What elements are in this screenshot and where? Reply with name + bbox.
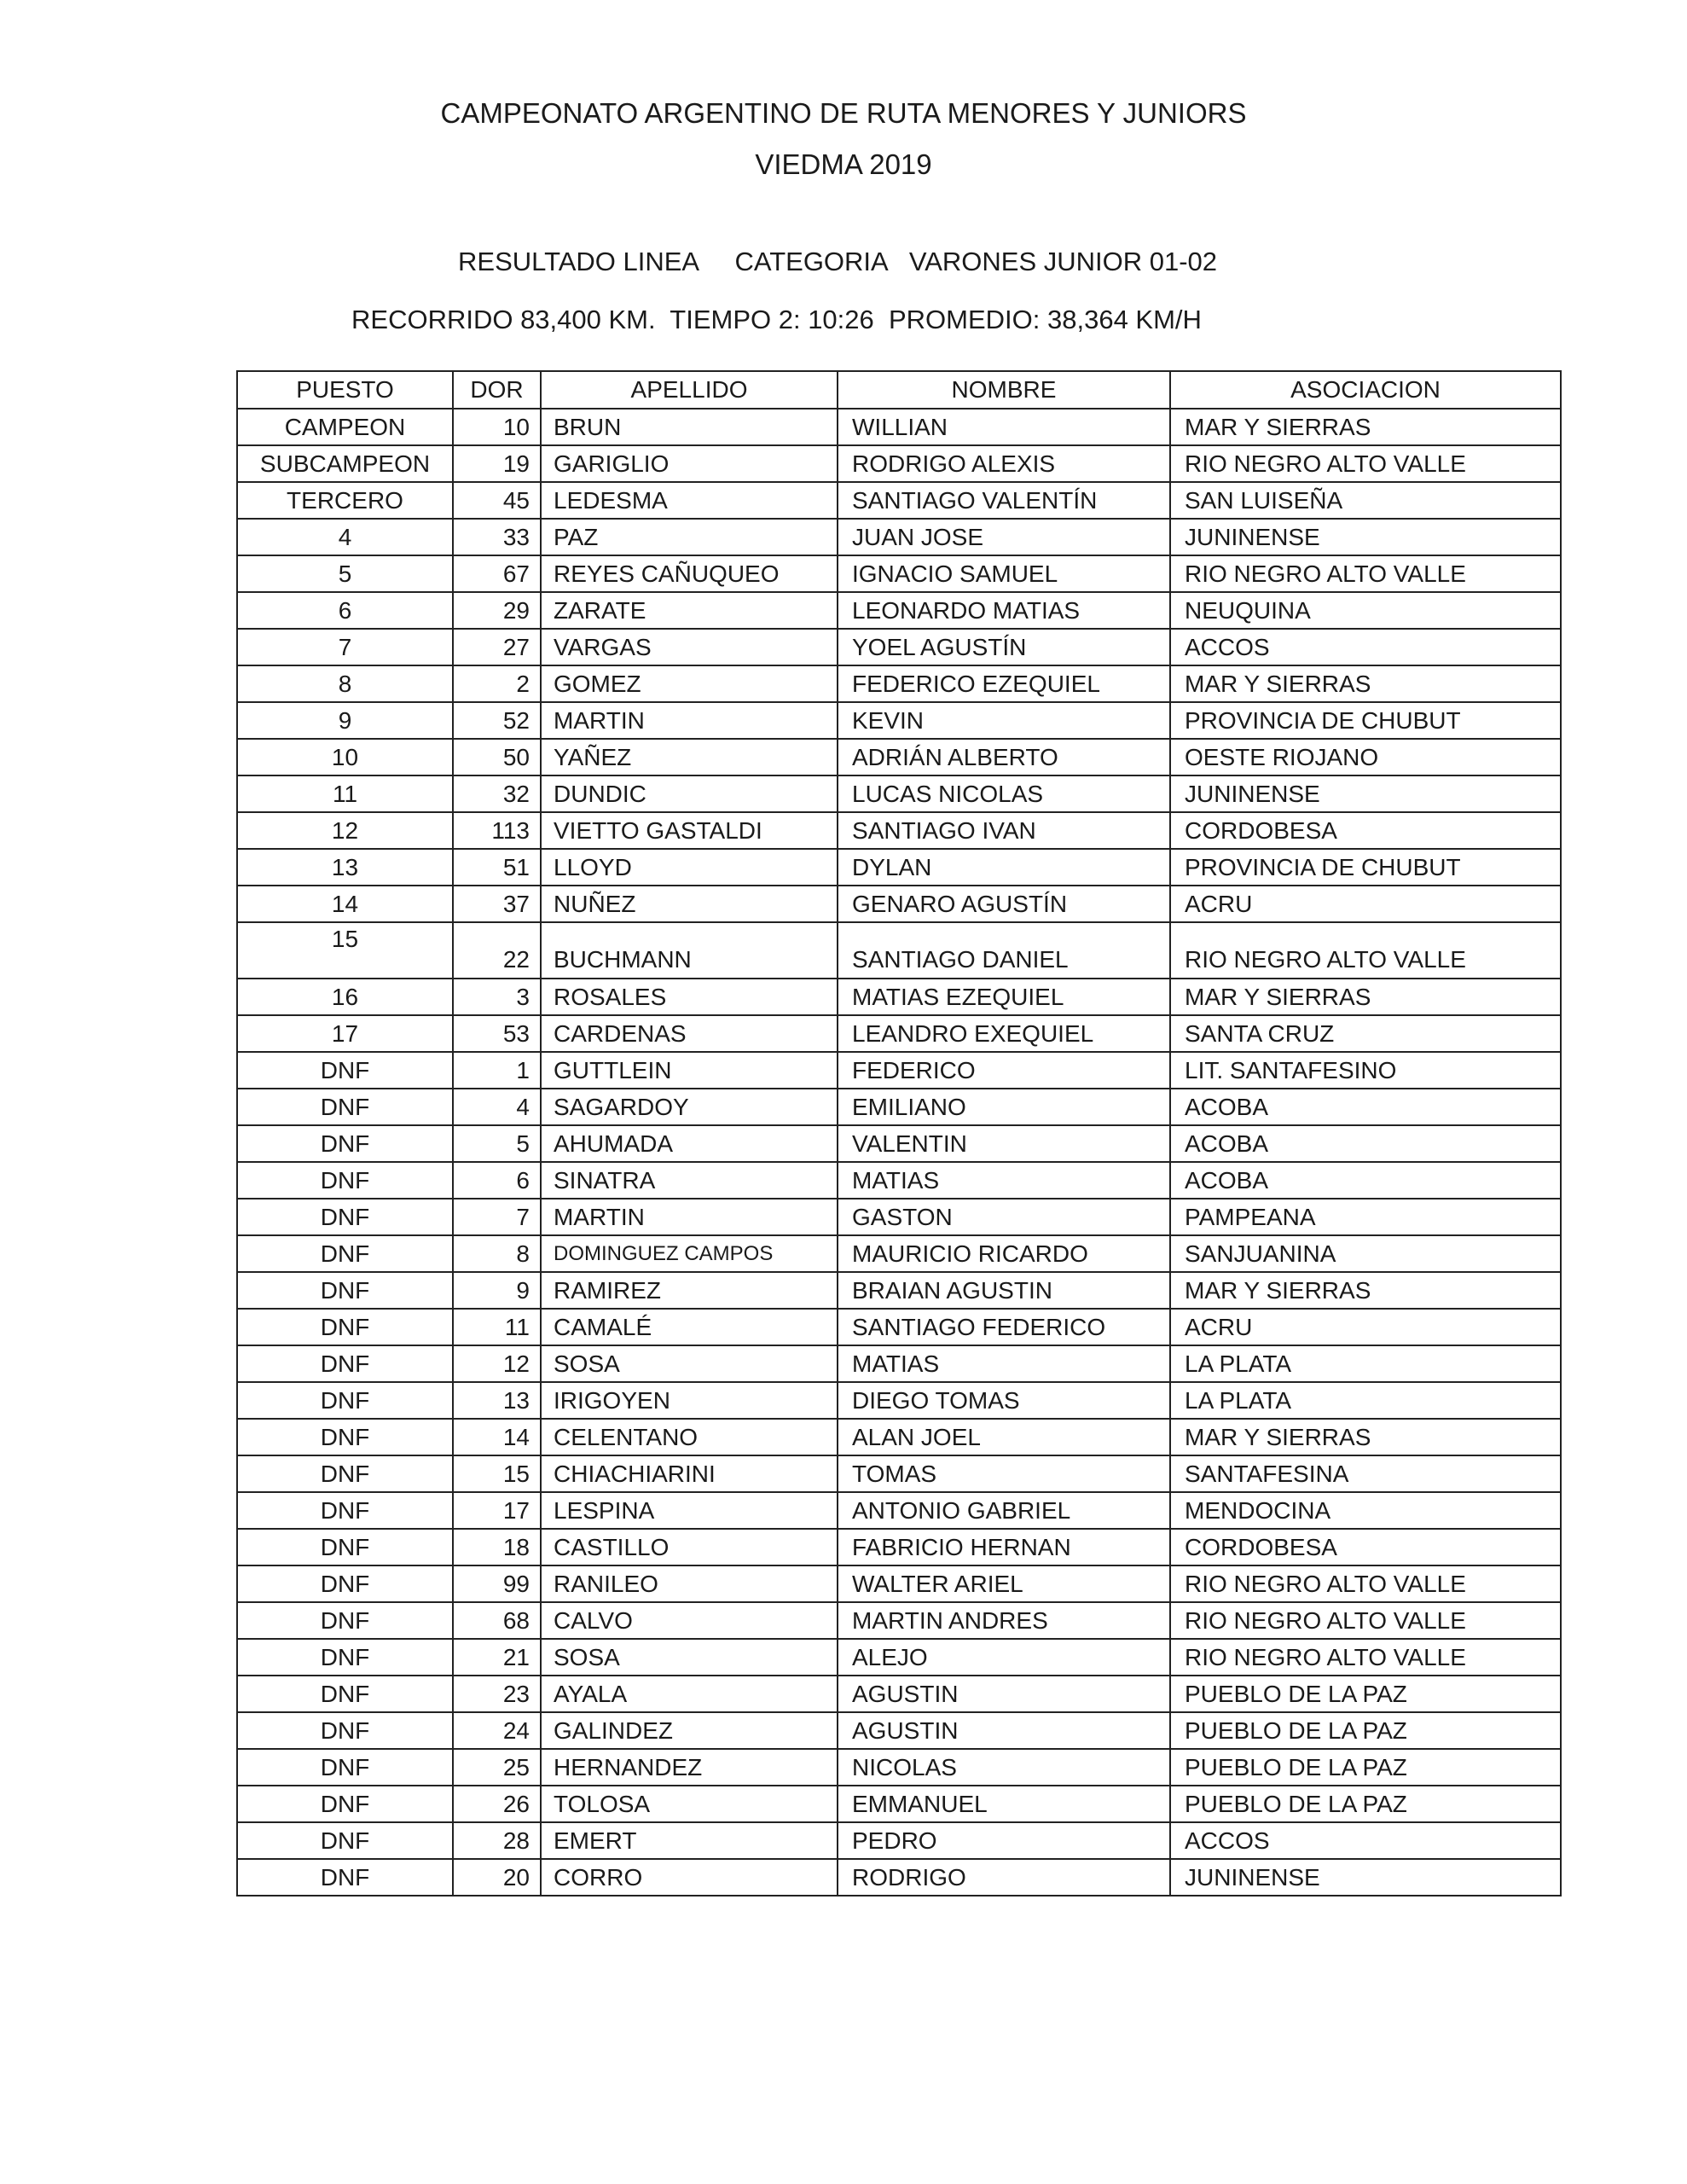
cell-puesto: DNF bbox=[237, 1455, 453, 1492]
cell-puesto: 4 bbox=[237, 519, 453, 555]
table-row bbox=[237, 1492, 1561, 1529]
cell-dor: 2 bbox=[453, 665, 541, 702]
cell-puesto: 5 bbox=[237, 555, 453, 592]
cell-puesto: 7 bbox=[237, 629, 453, 665]
cell-asociacion: SANTA CRUZ bbox=[1170, 1015, 1561, 1052]
cell-puesto: DNF bbox=[237, 1125, 453, 1162]
cell-apellido: CASTILLO bbox=[541, 1529, 838, 1565]
cell-dor: 27 bbox=[453, 629, 541, 665]
cell-asociacion: PAMPEANA bbox=[1170, 1199, 1561, 1235]
cell-nombre: RODRIGO ALEXIS bbox=[838, 445, 1170, 482]
cell-dor: 29 bbox=[453, 592, 541, 629]
cell-puesto: DNF bbox=[237, 1309, 453, 1345]
cell-puesto: DNF bbox=[237, 1199, 453, 1235]
table-row bbox=[237, 1015, 1561, 1052]
cell-dor: 21 bbox=[453, 1639, 541, 1676]
cell-nombre: SANTIAGO VALENTÍN bbox=[838, 482, 1170, 519]
cell-dor: 33 bbox=[453, 519, 541, 555]
table-row bbox=[237, 592, 1561, 629]
table-row bbox=[237, 922, 1561, 979]
table-row bbox=[237, 1199, 1561, 1235]
result-category-line: RESULTADO LINEA CATEGORIA VARONES JUNIOR 01-02 bbox=[458, 247, 1218, 276]
cell-dor: 19 bbox=[453, 445, 541, 482]
cell-dor: 32 bbox=[453, 775, 541, 812]
cell-asociacion: SAN LUISEÑA bbox=[1170, 482, 1561, 519]
cell-asociacion: RIO NEGRO ALTO VALLE bbox=[1170, 555, 1561, 592]
table-row bbox=[237, 979, 1561, 1015]
cell-apellido: EMERT bbox=[541, 1822, 838, 1859]
cell-nombre: SANTIAGO IVAN bbox=[838, 812, 1170, 849]
cell-dor: 7 bbox=[453, 1199, 541, 1235]
table-row bbox=[237, 1639, 1561, 1676]
cell-nombre: TOMAS bbox=[838, 1455, 1170, 1492]
cell-apellido: AHUMADA bbox=[541, 1125, 838, 1162]
cell-asociacion: LA PLATA bbox=[1170, 1382, 1561, 1419]
cell-apellido: GUTTLEIN bbox=[541, 1052, 838, 1089]
cell-apellido: LEDESMA bbox=[541, 482, 838, 519]
cell-puesto: TERCERO bbox=[237, 482, 453, 519]
cell-nombre: DYLAN bbox=[838, 849, 1170, 886]
cell-dor: 23 bbox=[453, 1676, 541, 1712]
table-row bbox=[237, 1859, 1561, 1896]
cell-nombre: VALENTIN bbox=[838, 1125, 1170, 1162]
cell-puesto: SUBCAMPEON bbox=[237, 445, 453, 482]
table-row bbox=[237, 1822, 1561, 1859]
cell-asociacion: PROVINCIA DE CHUBUT bbox=[1170, 849, 1561, 886]
cell-puesto: DNF bbox=[237, 1822, 453, 1859]
table-row bbox=[237, 1382, 1561, 1419]
cell-dor: 53 bbox=[453, 1015, 541, 1052]
cell-asociacion: MAR Y SIERRAS bbox=[1170, 1419, 1561, 1455]
cell-nombre: MATIAS bbox=[838, 1345, 1170, 1382]
cell-apellido: VIETTO GASTALDI bbox=[541, 812, 838, 849]
table-row bbox=[237, 1419, 1561, 1455]
cell-nombre: FABRICIO HERNAN bbox=[838, 1529, 1170, 1565]
cell-asociacion: JUNINENSE bbox=[1170, 519, 1561, 555]
cell-puesto: 16 bbox=[237, 979, 453, 1015]
cell-dor: 113 bbox=[453, 812, 541, 849]
cell-asociacion: RIO NEGRO ALTO VALLE bbox=[1170, 1639, 1561, 1676]
cell-puesto: DNF bbox=[237, 1529, 453, 1565]
cell-puesto: 13 bbox=[237, 849, 453, 886]
cell-apellido: BUCHMANN bbox=[541, 922, 838, 979]
cell-asociacion: LA PLATA bbox=[1170, 1345, 1561, 1382]
table-row bbox=[237, 1309, 1561, 1345]
header-cell-dor: DOR bbox=[453, 371, 541, 409]
cell-apellido: LLOYD bbox=[541, 849, 838, 886]
cell-puesto: DNF bbox=[237, 1565, 453, 1602]
table-row bbox=[237, 1712, 1561, 1749]
table-row bbox=[237, 482, 1561, 519]
cell-apellido: ROSALES bbox=[541, 979, 838, 1015]
cell-dor: 13 bbox=[453, 1382, 541, 1419]
cell-dor: 5 bbox=[453, 1125, 541, 1162]
cell-puesto: DNF bbox=[237, 1492, 453, 1529]
cell-apellido: DOMINGUEZ CAMPOS bbox=[541, 1235, 838, 1272]
cell-dor: 22 bbox=[453, 922, 541, 979]
header-cell-apellido: APELLIDO bbox=[541, 371, 838, 409]
page-title: CAMPEONATO ARGENTINO DE RUTA MENORES Y JUNIORS bbox=[440, 97, 1247, 129]
cell-puesto: 6 bbox=[237, 592, 453, 629]
cell-asociacion: PUEBLO DE LA PAZ bbox=[1170, 1712, 1561, 1749]
cell-puesto: DNF bbox=[237, 1272, 453, 1309]
cell-nombre: SANTIAGO DANIEL bbox=[838, 922, 1170, 979]
cell-dor: 4 bbox=[453, 1089, 541, 1125]
cell-puesto: 10 bbox=[237, 739, 453, 775]
cell-apellido: CHIACHIARINI bbox=[541, 1455, 838, 1492]
cell-asociacion: RIO NEGRO ALTO VALLE bbox=[1170, 1602, 1561, 1639]
cell-nombre: LUCAS NICOLAS bbox=[838, 775, 1170, 812]
cell-dor: 52 bbox=[453, 702, 541, 739]
table-row bbox=[237, 665, 1561, 702]
cell-asociacion: MAR Y SIERRAS bbox=[1170, 409, 1561, 445]
cell-asociacion: JUNINENSE bbox=[1170, 1859, 1561, 1896]
table-row bbox=[237, 1676, 1561, 1712]
table-row bbox=[237, 1052, 1561, 1089]
cell-dor: 14 bbox=[453, 1419, 541, 1455]
cell-apellido: RANILEO bbox=[541, 1565, 838, 1602]
cell-dor: 45 bbox=[453, 482, 541, 519]
results-table bbox=[236, 370, 1562, 1896]
cell-asociacion: ACRU bbox=[1170, 1309, 1561, 1345]
cell-apellido: SINATRA bbox=[541, 1162, 838, 1199]
table-row bbox=[237, 739, 1561, 775]
page-subtitle-location: VIEDMA 2019 bbox=[755, 148, 932, 180]
cell-asociacion: PUEBLO DE LA PAZ bbox=[1170, 1786, 1561, 1822]
table-row bbox=[237, 1529, 1561, 1565]
table-row bbox=[237, 1749, 1561, 1786]
cell-asociacion: RIO NEGRO ALTO VALLE bbox=[1170, 1565, 1561, 1602]
cell-apellido: GALINDEZ bbox=[541, 1712, 838, 1749]
cell-nombre: ADRIÁN ALBERTO bbox=[838, 739, 1170, 775]
cell-nombre: MARTIN ANDRES bbox=[838, 1602, 1170, 1639]
cell-nombre: WALTER ARIEL bbox=[838, 1565, 1170, 1602]
cell-asociacion: MENDOCINA bbox=[1170, 1492, 1561, 1529]
cell-nombre: NICOLAS bbox=[838, 1749, 1170, 1786]
cell-apellido: YAÑEZ bbox=[541, 739, 838, 775]
cell-nombre: AGUSTIN bbox=[838, 1712, 1170, 1749]
cell-puesto: 9 bbox=[237, 702, 453, 739]
cell-puesto: DNF bbox=[237, 1859, 453, 1896]
header-cell-asociacion: ASOCIACION bbox=[1170, 371, 1561, 409]
cell-nombre: BRAIAN AGUSTIN bbox=[838, 1272, 1170, 1309]
cell-nombre: PEDRO bbox=[838, 1822, 1170, 1859]
cell-dor: 37 bbox=[453, 886, 541, 922]
table-row bbox=[237, 629, 1561, 665]
cell-puesto: DNF bbox=[237, 1162, 453, 1199]
cell-asociacion: ACOBA bbox=[1170, 1162, 1561, 1199]
cell-puesto: DNF bbox=[237, 1052, 453, 1089]
cell-puesto: CAMPEON bbox=[237, 409, 453, 445]
cell-nombre: IGNACIO SAMUEL bbox=[838, 555, 1170, 592]
table-row bbox=[237, 409, 1561, 445]
cell-dor: 28 bbox=[453, 1822, 541, 1859]
cell-nombre: EMILIANO bbox=[838, 1089, 1170, 1125]
cell-asociacion: RIO NEGRO ALTO VALLE bbox=[1170, 922, 1561, 979]
cell-dor: 8 bbox=[453, 1235, 541, 1272]
cell-nombre: JUAN JOSE bbox=[838, 519, 1170, 555]
cell-apellido: MARTIN bbox=[541, 702, 838, 739]
race-info-line: RECORRIDO 83,400 KM. TIEMPO 2: 10:26 PROMEDIO: 38,364 KM/H bbox=[351, 305, 1202, 334]
cell-puesto: DNF bbox=[237, 1235, 453, 1272]
cell-nombre: GASTON bbox=[838, 1199, 1170, 1235]
cell-nombre: DIEGO TOMAS bbox=[838, 1382, 1170, 1419]
cell-dor: 50 bbox=[453, 739, 541, 775]
cell-dor: 51 bbox=[453, 849, 541, 886]
cell-apellido: RAMIREZ bbox=[541, 1272, 838, 1309]
cell-nombre: GENARO AGUSTÍN bbox=[838, 886, 1170, 922]
cell-apellido: CARDENAS bbox=[541, 1015, 838, 1052]
cell-asociacion: LIT. SANTAFESINO bbox=[1170, 1052, 1561, 1089]
cell-puesto: DNF bbox=[237, 1419, 453, 1455]
cell-asociacion: MAR Y SIERRAS bbox=[1170, 665, 1561, 702]
table-row bbox=[237, 886, 1561, 922]
table-header-row bbox=[237, 371, 1561, 409]
table-row bbox=[237, 1602, 1561, 1639]
table-row bbox=[237, 1455, 1561, 1492]
cell-puesto: DNF bbox=[237, 1786, 453, 1822]
cell-nombre: RODRIGO bbox=[838, 1859, 1170, 1896]
cell-nombre: ALAN JOEL bbox=[838, 1419, 1170, 1455]
header-cell-nombre: NOMBRE bbox=[838, 371, 1170, 409]
cell-nombre: WILLIAN bbox=[838, 409, 1170, 445]
cell-apellido: NUÑEZ bbox=[541, 886, 838, 922]
cell-asociacion: PUEBLO DE LA PAZ bbox=[1170, 1749, 1561, 1786]
cell-apellido: DUNDIC bbox=[541, 775, 838, 812]
table-row bbox=[237, 812, 1561, 849]
cell-dor: 11 bbox=[453, 1309, 541, 1345]
cell-asociacion: CORDOBESA bbox=[1170, 1529, 1561, 1565]
cell-dor: 99 bbox=[453, 1565, 541, 1602]
cell-apellido: GOMEZ bbox=[541, 665, 838, 702]
cell-apellido: SOSA bbox=[541, 1345, 838, 1382]
table-row bbox=[237, 555, 1561, 592]
cell-apellido: CELENTANO bbox=[541, 1419, 838, 1455]
cell-dor: 68 bbox=[453, 1602, 541, 1639]
cell-apellido: HERNANDEZ bbox=[541, 1749, 838, 1786]
cell-apellido: SAGARDOY bbox=[541, 1089, 838, 1125]
cell-asociacion: JUNINENSE bbox=[1170, 775, 1561, 812]
cell-dor: 3 bbox=[453, 979, 541, 1015]
cell-nombre: ALEJO bbox=[838, 1639, 1170, 1676]
cell-puesto: DNF bbox=[237, 1345, 453, 1382]
table-row bbox=[237, 1089, 1561, 1125]
cell-puesto: 17 bbox=[237, 1015, 453, 1052]
cell-apellido: MARTIN bbox=[541, 1199, 838, 1235]
cell-dor: 25 bbox=[453, 1749, 541, 1786]
cell-apellido: CAMALÉ bbox=[541, 1309, 838, 1345]
cell-puesto: DNF bbox=[237, 1639, 453, 1676]
cell-dor: 17 bbox=[453, 1492, 541, 1529]
cell-apellido: TOLOSA bbox=[541, 1786, 838, 1822]
cell-puesto: 12 bbox=[237, 812, 453, 849]
cell-puesto: 11 bbox=[237, 775, 453, 812]
cell-asociacion: RIO NEGRO ALTO VALLE bbox=[1170, 445, 1561, 482]
cell-apellido: CORRO bbox=[541, 1859, 838, 1896]
cell-dor: 67 bbox=[453, 555, 541, 592]
cell-dor: 15 bbox=[453, 1455, 541, 1492]
cell-apellido: REYES CAÑUQUEO bbox=[541, 555, 838, 592]
cell-nombre: MATIAS EZEQUIEL bbox=[838, 979, 1170, 1015]
cell-apellido: PAZ bbox=[541, 519, 838, 555]
cell-dor: 10 bbox=[453, 409, 541, 445]
table-row bbox=[237, 1565, 1561, 1602]
cell-asociacion: NEUQUINA bbox=[1170, 592, 1561, 629]
cell-apellido: CALVO bbox=[541, 1602, 838, 1639]
cell-puesto: DNF bbox=[237, 1602, 453, 1639]
cell-apellido: GARIGLIO bbox=[541, 445, 838, 482]
cell-asociacion: ACCOS bbox=[1170, 1822, 1561, 1859]
cell-puesto: DNF bbox=[237, 1749, 453, 1786]
cell-dor: 24 bbox=[453, 1712, 541, 1749]
cell-dor: 6 bbox=[453, 1162, 541, 1199]
cell-nombre: FEDERICO EZEQUIEL bbox=[838, 665, 1170, 702]
cell-asociacion: ACCOS bbox=[1170, 629, 1561, 665]
cell-nombre: LEONARDO MATIAS bbox=[838, 592, 1170, 629]
cell-nombre: MAURICIO RICARDO bbox=[838, 1235, 1170, 1272]
cell-asociacion: CORDOBESA bbox=[1170, 812, 1561, 849]
table-row bbox=[237, 849, 1561, 886]
cell-dor: 1 bbox=[453, 1052, 541, 1089]
table-row bbox=[237, 519, 1561, 555]
cell-puesto: DNF bbox=[237, 1089, 453, 1125]
cell-asociacion: PROVINCIA DE CHUBUT bbox=[1170, 702, 1561, 739]
cell-asociacion: ACRU bbox=[1170, 886, 1561, 922]
table-row bbox=[237, 1125, 1561, 1162]
cell-dor: 18 bbox=[453, 1529, 541, 1565]
cell-puesto: DNF bbox=[237, 1712, 453, 1749]
cell-puesto: 15 bbox=[237, 922, 453, 979]
cell-apellido: VARGAS bbox=[541, 629, 838, 665]
table-row bbox=[237, 1786, 1561, 1822]
cell-dor: 20 bbox=[453, 1859, 541, 1896]
cell-apellido: SOSA bbox=[541, 1639, 838, 1676]
cell-dor: 12 bbox=[453, 1345, 541, 1382]
cell-puesto: DNF bbox=[237, 1676, 453, 1712]
cell-nombre: EMMANUEL bbox=[838, 1786, 1170, 1822]
table-row bbox=[237, 1235, 1561, 1272]
table-row bbox=[237, 445, 1561, 482]
cell-apellido: BRUN bbox=[541, 409, 838, 445]
cell-nombre: KEVIN bbox=[838, 702, 1170, 739]
cell-asociacion: PUEBLO DE LA PAZ bbox=[1170, 1676, 1561, 1712]
cell-apellido: IRIGOYEN bbox=[541, 1382, 838, 1419]
cell-asociacion: ACOBA bbox=[1170, 1089, 1561, 1125]
cell-apellido: LESPINA bbox=[541, 1492, 838, 1529]
cell-puesto: 8 bbox=[237, 665, 453, 702]
cell-nombre: AGUSTIN bbox=[838, 1676, 1170, 1712]
cell-nombre: ANTONIO GABRIEL bbox=[838, 1492, 1170, 1529]
cell-nombre: SANTIAGO FEDERICO bbox=[838, 1309, 1170, 1345]
cell-nombre: FEDERICO bbox=[838, 1052, 1170, 1089]
cell-puesto: 14 bbox=[237, 886, 453, 922]
cell-asociacion: MAR Y SIERRAS bbox=[1170, 1272, 1561, 1309]
cell-nombre: LEANDRO EXEQUIEL bbox=[838, 1015, 1170, 1052]
cell-dor: 26 bbox=[453, 1786, 541, 1822]
table-row bbox=[237, 775, 1561, 812]
cell-asociacion: ACOBA bbox=[1170, 1125, 1561, 1162]
table-row bbox=[237, 702, 1561, 739]
cell-puesto: DNF bbox=[237, 1382, 453, 1419]
cell-dor: 9 bbox=[453, 1272, 541, 1309]
table-row bbox=[237, 1345, 1561, 1382]
cell-asociacion: OESTE RIOJANO bbox=[1170, 739, 1561, 775]
cell-nombre: YOEL AGUSTÍN bbox=[838, 629, 1170, 665]
cell-apellido: AYALA bbox=[541, 1676, 838, 1712]
table-row bbox=[237, 1162, 1561, 1199]
cell-asociacion: SANTAFESINA bbox=[1170, 1455, 1561, 1492]
cell-asociacion: SANJUANINA bbox=[1170, 1235, 1561, 1272]
table-row bbox=[237, 1272, 1561, 1309]
cell-nombre: MATIAS bbox=[838, 1162, 1170, 1199]
cell-apellido: ZARATE bbox=[541, 592, 838, 629]
cell-asociacion: MAR Y SIERRAS bbox=[1170, 979, 1561, 1015]
header-cell-puesto: PUESTO bbox=[237, 371, 453, 409]
